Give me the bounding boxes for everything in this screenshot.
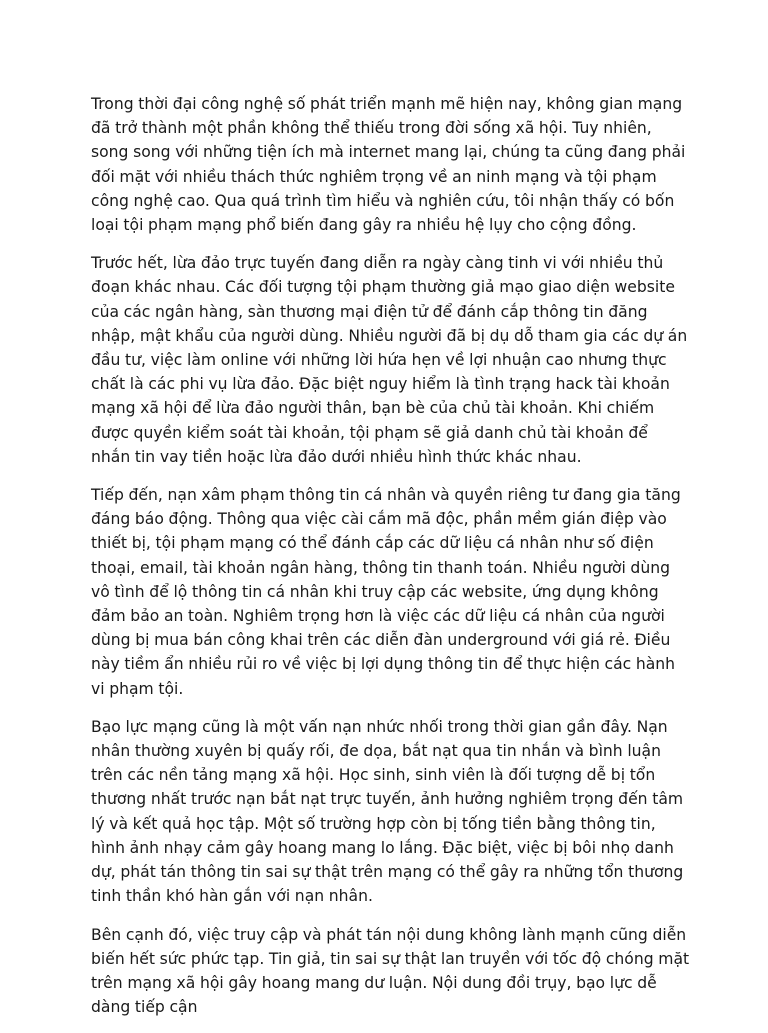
document-body [91, 92, 691, 1033]
paragraph-intro: Trong thời đại công nghệ số phát triển mạnh mẽ hiện nay, không gian mạng đã trở thành một phần không thể thiếu trong đời sống xã hội. Tuy nhiên, song song với những tiện ích mà internet mang lại, chúng ta cũng đang phải đối mặt với nhiều thách thức nghiêm trọng về an ninh mạng và tội phạm công nghệ cao. Qua quá trình tìm hiểu và nghiên cứu, tôi nhận thấy có bốn loại tội phạm mạng phổ biến đang gây ra nhiều hệ lụy cho cộng đồng. [91, 95, 686, 235]
paragraph-privacy-violation: Tiếp đến, nạn xâm phạm thông tin cá nhân và quyền riêng tư đang gia tăng đáng báo động. Thông qua việc cài cắm mã độc, phần mềm gián điệp vào thiết bị, tội phạm mạng có thể đánh cắp các dữ liệu cá nhân như số điện thoại, email, tài khoản ngân hàng, thông tin thanh toán. Nhiều người dùng vô tình để lộ thông tin cá nhân khi truy cập các website, ứng dụng không đảm bảo an toàn. Nghiêm trọng hơn là việc các dữ liệu cá nhân của người dùng bị mua bán công khai trên các diễn đàn underground với giá rẻ. Điều này tiềm ẩn nhiều rủi ro về việc bị lợi dụng thông tin để thực hiện các hành vi phạm tội. [91, 486, 681, 698]
paragraph-harmful-content: Bên cạnh đó, việc truy cập và phát tán nội dung không lành mạnh cũng diễn biến hết sức phức tạp. Tin giả, tin sai sự thật lan truyền với tốc độ chóng mặt trên mạng xã hội gây hoang mang dư luận. Nội dung đồi trụy, bạo lực dễ dàng tiếp cận [91, 925, 690, 1017]
paragraph-cyberbullying: Bạo lực mạng cũng là một vấn nạn nhức nhối trong thời gian gần đây. Nạn nhân thường xuyên bị quấy rối, đe dọa, bắt nạt qua tin nhắn và bình luận trên các nền tảng mạng xã hội. Học sinh, sinh viên là đối tượng dễ bị tổn thương nhất trước nạn bắt nạt trực tuyến, ảnh hưởng nghiêm trọng đến tâm lý và kết quả học tập. Một số trường hợp còn bị tống tiền bằng thông tin, hình ảnh nhạy cảm gây hoang mang lo lắng. Đặc biệt, việc bị bôi nhọ danh dự, phát tán thông tin sai sự thật trên mạng có thể gây ra những tổn thương tinh thần khó hàn gắn với nạn nhân. [91, 717, 684, 906]
paragraph-online-fraud: Trước hết, lừa đảo trực tuyến đang diễn ra ngày càng tinh vi với nhiều thủ đoạn khác nhau. Các đối tượng tội phạm thường giả mạo giao diện website của các ngân hàng, sàn thương mại điện tử để đánh cắp thông tin đăng nhập, mật khẩu của người dùng. Nhiều người đã bị dụ dỗ tham gia các dự án đầu tư, việc làm online với những lời hứa hẹn về lợi nhuận cao nhưng thực chất là các phi vụ lừa đảo. Đặc biệt nguy hiểm là tình trạng hack tài khoản mạng xã hội để lừa đảo người thân, bạn bè của chủ tài khoản. Khi chiếm được quyền kiểm soát tài khoản, tội phạm sẽ giả danh chủ tài khoản để nhắn tin vay tiền hoặc lừa đảo dưới nhiều hình thức khác nhau. [91, 254, 688, 466]
